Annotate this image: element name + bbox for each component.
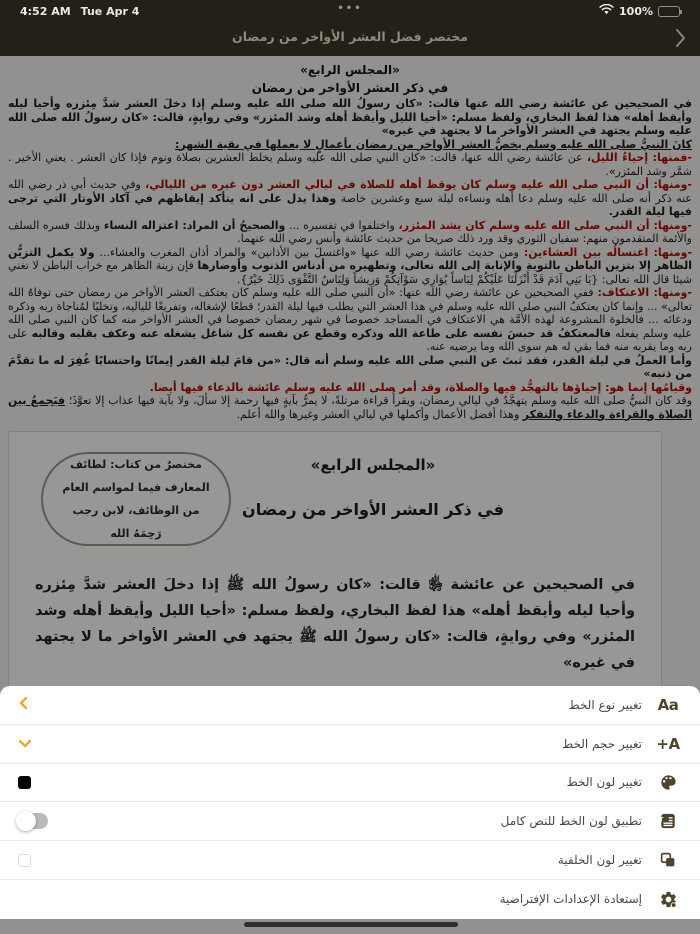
top-bars	[0, 0, 700, 56]
row-label: تغيير لون الخط	[566, 775, 642, 790]
article-paragraph: -ومنها: أن النبي صلى الله عليه وسلم كان يوقظ أهله للصلاة في ليالي العشر دون غيره من الليالي، وفي حديث أبي ذر رضي الله عنه ذكر أنه صلى الله عليه وسلم دعا أهله ونساءه ليلة سبع وعشرين خاصة وهذا يدل على انه يتأكد إيقاظهم في آكاد الأوتار التي ترجى فيها ليلة القدر.	[8, 178, 692, 218]
font-color-swatch[interactable]	[18, 776, 31, 789]
row-label: تطبيق لون الخط للنص كامل	[500, 814, 642, 829]
back-chevron-icon[interactable]	[668, 25, 692, 51]
font-type-icon: Aa	[657, 695, 679, 714]
row-change-font-size[interactable]	[0, 725, 700, 764]
row-label: تغيير حجم الخط	[562, 736, 642, 751]
book-heading-1: «المجلس الرابع»	[310, 456, 436, 474]
gear-icon	[654, 890, 682, 909]
row-change-font-color[interactable]	[0, 764, 700, 803]
reader-settings-sheet	[0, 686, 700, 919]
book-body-text: في الصحيحين عن عائشة ﵂ قالت: «كان رسولُ الله ﷺ إذا دخلَ العشر شدَّ مِئزره وأحيا ليله وأيقظ أهله» هذا لفظ البخاري، ولفظ مسلم: «أحيا الليل وأيقظ أهله وشد المئزر» وفي روايةٍ، قالت: «كان رسولُ الله ﷺ يجتهد في العشر الأواخر ما لا يجتهد في غيره»	[35, 577, 635, 671]
apply-color-toggle[interactable]	[18, 813, 48, 829]
page-title: مختصر فضل العشر الأواخر من رمضان	[232, 29, 468, 44]
row-label: تغيير نوع الخط	[568, 697, 642, 712]
book-stamp-text: مختصرٌ من كتاب: لطائف المعارف فيما لمواسم العام من الوظائف، لابن رجب رَحِمَهُ الله	[62, 457, 210, 541]
battery-icon	[658, 6, 680, 17]
text-document-icon	[654, 812, 682, 830]
article-paragraph: -ومنها: أن النبي صلى الله عليه وسلم كان يشد المئزر، واختلفوا في تفسيره ... والصحيحُ أن المراد: اعتزاله النساء وبذلك فسره السلف والأئمة المتقدمون منهم: سفيان الثوري وقد ورد ذلك صريحا من حديث عائشة وأنس رضي الله عنهما.	[8, 218, 692, 245]
row-change-background-color[interactable]	[0, 841, 700, 880]
row-restore-default-settings[interactable]	[0, 880, 700, 919]
article-paragraph: -فمنها: إحياءُ الليل، عن عائشة رضي الله عنها، قالت: «كان النبي صلى الله عليه وسلم يخلط العشرين بصلاة ونوم فإذا كان العشر . يعني الأخير . شمَّر وشد المئزر».	[8, 151, 693, 178]
chevron-down-icon	[18, 734, 32, 753]
battery-percent: 100%	[619, 4, 653, 18]
article-paragraph: -ومنها: الاعتكاف: ففي الصحيحين عن عائشة رضي الله عنها: «أن النبي صلى الله عليه وسلم كان يعتكف العشر الأواخر من رمضان حتى توفاهُ الله تعالى» ... وإنما كان يعتكفُ النبي صلى الله عليه وسلم في هذا العشر التي يطلب فيها ليلة القدر؛ قطعًا لإشغاله، وتفريغًا للياليه، وتخليًا لمُناجاة ربه وذكره ودعائه ... فالخلوة المشروعة لهذه الأمَّة هي الاعتكاف في المساجد خصوصا في شهر رمضان خصوصا في العشر الأواخر منه كما كان النبي صلى الله عليه وسلم يفعله فالمعتكفُ قد حبسَ نفسه على طاعة الله وذكره وقطع عن نفسه كل شاغل يشغله عنه وعكف بقلبه وقالبه على ربه وما يقربه منه فما بقي له هم سوى الله وما يرضيه عنه.	[8, 286, 693, 353]
chevron-left-icon	[18, 695, 28, 714]
status-time: 4:52 AM	[20, 4, 71, 18]
background-color-swatch[interactable]	[18, 854, 31, 867]
nav-bar	[0, 22, 700, 56]
article-paragraph: وقيامُها إنما هو: إحياؤها بالتهجُّد فيها والصلاة، وقد أمر صلى الله عليه وسلم عائشة بالدعاء فيها أيضا.	[149, 380, 692, 394]
multitask-dots-icon: •••	[337, 3, 363, 14]
article-paragraph: -ومنها: اغتسالُه بين العشاءين: ومن حديث عائشة رضي الله عنها «واغتسلَ بين الأذانين» والمراد أذان المغرب والعشاء... ولا يكمل التزيُّن الظاهر إلا بتزين الباطن بالتوبة والإنابة إلى الله تعالى، وتطهيره من أدناس الذنوب وأوضارها فإن زينة الظاهر مع خراب الباطن لا تغني شيئا قال الله تعالى: {يَا بَنِي آدَمَ قَدْ أَنْزَلْنَا عَلَيْكُمْ لِبَاساً يُوَارِي سَوْآتِكُمْ وَرِيشاً وَلِبَاسُ التَّقْوَى ذَلِكَ خَيْرٌ}.	[8, 245, 693, 286]
row-label: تغيير لون الخلفية	[557, 853, 642, 868]
article-paragraph: وأما العملُ في ليلة القدر، فقد ثبتَ عن النبي صلى الله عليه وسلم أنه قال: «من قامَ ليلة القدر إيمانًا واحتسابًا غُفِرَ له ما تقدَّمَ من ذنبه»	[8, 353, 692, 380]
article-paragraph: كانَ النبيُّ صلى الله عليه وسلم يخصُّ العشر الأواخر من رمضان بأعمالٍ لا يعملها في بقية الشهر:	[175, 137, 692, 151]
article-heading-2: في ذكر العشر الأواخر من رمضان	[251, 81, 449, 95]
home-indicator[interactable]	[244, 922, 458, 927]
article-paragraph: في الصحيحين عن عائشة رضي الله عنها قالت: «كان رسولُ الله صلى الله عليه وسلم إذا دخلَ العشر شدَّ مِئزره وأحيا ليله وأيقظ أهله» هذا لفظ البخاري، ولفظ مسلم: «أحيا الليل وأيقظ أهله وشد المئزر» وفي روايةٍ، قالت: «كان رسولُ الله صلى الله عليه وسلم يجتهد في العشر الأواخر ما لا يجتهد في غيره»	[8, 97, 692, 137]
article-paragraph: وقد كان النبيُّ صلى الله عليه وسلم يتهجَّدُ في ليالي رمضان، ويقرأُ قراءة مرتلةً، لا يمرُّ بآيةٍ فيها رحمة إلا سألَ، ولا بآية فيها عذاب إلا تعوَّذَ؛ فيَجمعُ بين الصلاة والقراءة والدعاء والتفكر وهذا أفضل الأعمال وأكملها في ليالي العشر وغيرها والله أعلم.	[8, 394, 693, 421]
font-size-icon: A+	[656, 734, 680, 753]
row-change-font-type[interactable]	[0, 686, 700, 725]
status-bar	[0, 0, 700, 22]
article-heading-1: «المجلس الرابع»	[300, 63, 400, 77]
book-heading-2: في ذكر العشر الأواخر من رمضان	[242, 500, 504, 519]
svg-text:T: T	[659, 815, 664, 824]
row-apply-font-color-full-text[interactable]	[0, 802, 700, 841]
status-date: Tue Apr 4	[80, 4, 140, 18]
row-label: إستعادة الإعدادات الإفتراضية	[499, 892, 642, 907]
palette-icon	[654, 773, 682, 792]
layers-icon	[654, 851, 682, 869]
